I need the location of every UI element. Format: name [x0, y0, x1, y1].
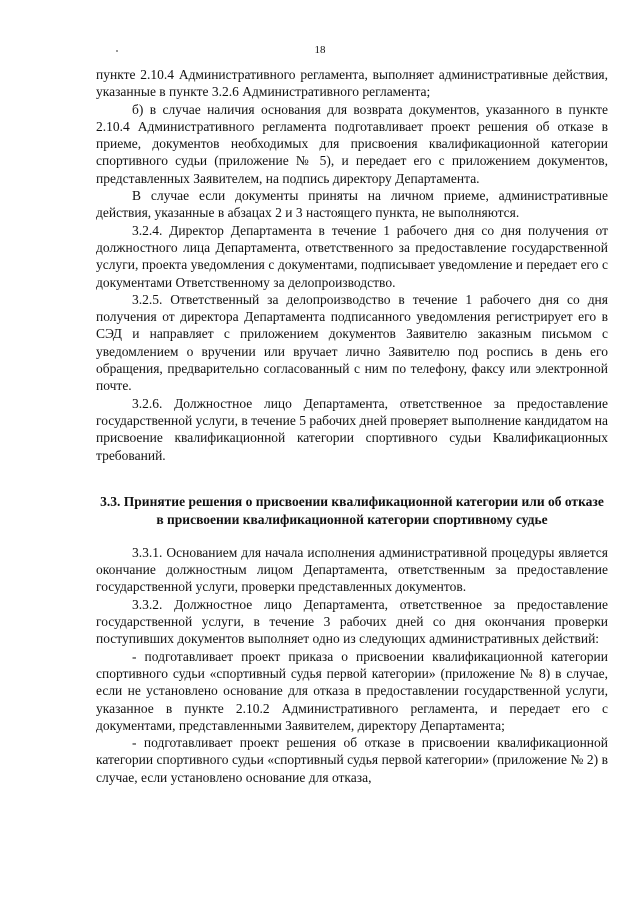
list-item: - подготавливает проект приказа о присвоении квалификационной категории спортивного судьи «спортивный судья первой категории» (приложение № 8) в случае, если не установлено основание для отказа в предоставлении государственной услуги, указанное в пункте 2.10.2 Административного регламента, и передает его с документами, представленными Заявителем, директору Департамента; — [96, 648, 608, 733]
paragraph: В случае если документы приняты на личном приеме, административные действия, указанные в абзацах 2 и 3 настоящего пункта, не выполняются. — [96, 188, 608, 221]
list-item: - подготавливает проект решения об отказе в присвоении квалификационной категории спортивного судьи «спортивный судья первой категории» (приложение № 2) в случае, если установлено основание для отказа, — [96, 735, 608, 785]
paragraph: 3.2.4. Директор Департамента в течение 1 рабочего дня со дня получения от должностного лица Департамента, ответственного за предоставление государственной услуги, проекта уведомления с документами, подписывает уведомление и передает его с документами Ответственному за делопроизводство. — [96, 222, 608, 290]
section-heading: 3.3. Принятие решения о присвоении квалификационной категории или об отказе в присвоении квалификационной категории спортивному судье — [100, 493, 604, 527]
paragraph: пункте 2.10.4 Административного регламента, выполняет административные действия, указанные в пункте 3.2.6 Административного регламента; — [96, 67, 608, 100]
document-body — [96, 66, 608, 786]
paragraph: 3.2.5. Ответственный за делопроизводство в течение 1 рабочего дня со дня получения от директора Департамента подписанного уведомления регистрирует его в СЭД и направляет с приложением документов Заявителю заказным письмом с уведомлением о вручении или вручает лично Заявителю под роспись в день его обращения, предварительно согласованный с ним по телефону, факсу или электронной почте. — [96, 291, 608, 394]
page-number: 18 — [314, 44, 326, 56]
paragraph: б) в случае наличия основания для возврата документов, указанного в пункте 2.10.4 Административного регламента подготавливает проект решения об отказе в приеме, документов необходимых для присвоения квалификационной категории спортивного судьи (приложение № 5), и передает его с приложением документов, представленных Заявителем, на подпись директору Департамента. — [96, 101, 608, 186]
paragraph: 3.2.6. Должностное лицо Департамента, ответственное за предоставление государственной услуги, в течение 5 рабочих дней проверяет выполнение кандидатом на присвоение квалификационной категории спортивного судьи Квалификационных требований. — [96, 395, 608, 463]
paragraph: 3.3.1. Основанием для начала исполнения административной процедуры является окончание должностным лицом Департамента, ответственным за предоставление государственной услуги, проверки представленных документов. — [96, 544, 608, 595]
paragraph: 3.3.2. Должностное лицо Департамента, ответственное за предоставление государственной услуги, в течение 3 рабочих дней со дня окончания проверки поступивших документов выполняет одно из следующих административных действий: — [96, 596, 608, 647]
